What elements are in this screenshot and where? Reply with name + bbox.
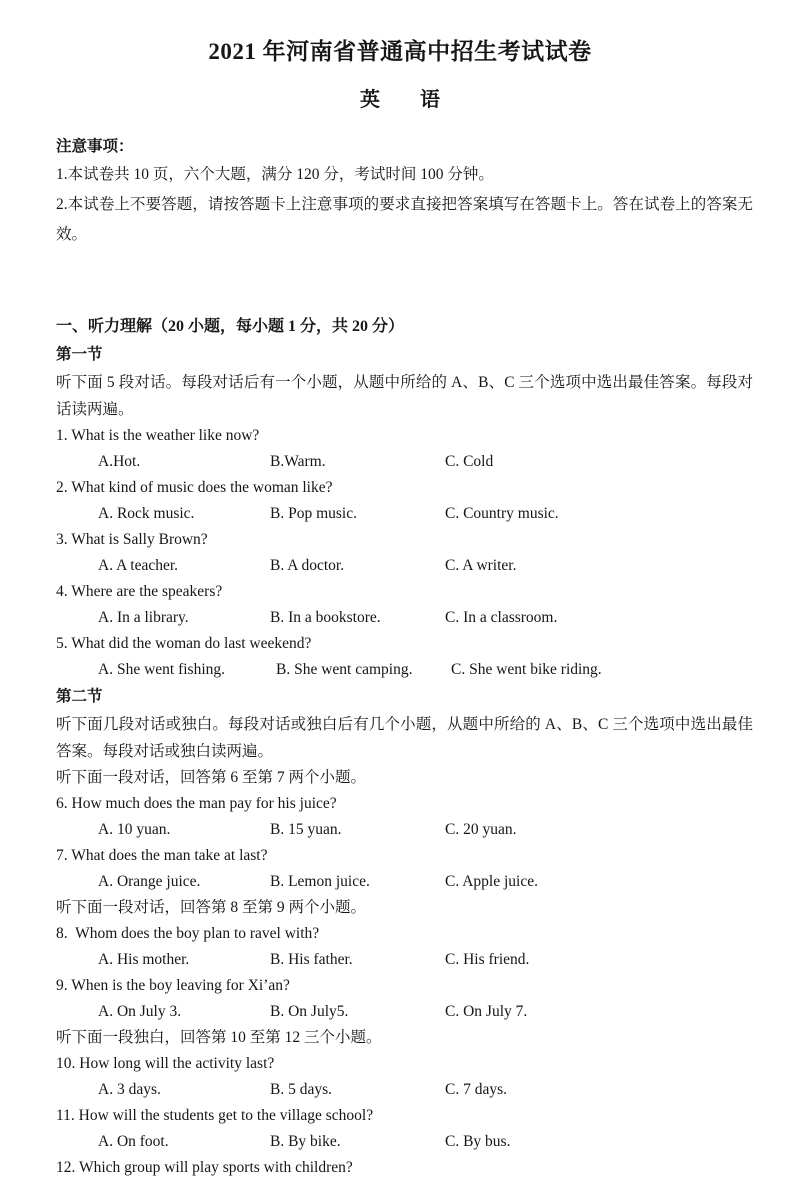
question-options-3 bbox=[56, 553, 753, 579]
option-5-b[interactable]: B. She went camping. bbox=[276, 660, 413, 678]
question-options-10 bbox=[56, 1077, 753, 1103]
question-options-6 bbox=[56, 817, 753, 843]
option-2-b[interactable]: B. Pop music. bbox=[270, 504, 357, 522]
option-9-b[interactable]: B. On July5. bbox=[270, 1002, 349, 1020]
option-8-a[interactable]: A. His mother. bbox=[98, 950, 190, 968]
sub-instruction-8-9: 听下面一段对话，回答第 8 至第 9 两个小题。 bbox=[56, 898, 367, 916]
option-1-b[interactable]: B.Warm. bbox=[270, 452, 326, 470]
option-10-a[interactable]: A. 3 days. bbox=[98, 1080, 161, 1098]
part-heading-two: 第二节 bbox=[56, 687, 103, 705]
option-7-b[interactable]: B. Lemon juice. bbox=[270, 872, 370, 890]
option-5-a[interactable]: A. She went fishing. bbox=[98, 660, 226, 678]
question-stem-7: 7. What does the man take at last? bbox=[56, 846, 268, 864]
question-options-1 bbox=[56, 449, 753, 475]
option-6-c[interactable]: C. 20 yuan. bbox=[445, 820, 517, 838]
question-options-9 bbox=[56, 999, 753, 1025]
question-options-7 bbox=[56, 869, 753, 895]
question-stem-5: 5. What did the woman do last weekend? bbox=[56, 634, 312, 652]
option-8-c[interactable]: C. His friend. bbox=[445, 950, 530, 968]
option-4-b[interactable]: B. In a bookstore. bbox=[270, 608, 381, 626]
notice-line-2: 2.本试卷上不要答题，请按答题卡上注意事项的要求直接把答案填写在答题卡上。答在试卷上的答案无效。 bbox=[56, 195, 753, 243]
question-options-4 bbox=[56, 605, 753, 631]
question-options-2 bbox=[56, 501, 753, 527]
option-3-b[interactable]: B. A doctor. bbox=[270, 556, 345, 574]
question-stem-1: 1. What is the weather like now? bbox=[56, 426, 260, 444]
option-4-c[interactable]: C. In a classroom. bbox=[445, 608, 558, 626]
page-title: 2021 年河南省普通高中招生考试试卷 bbox=[208, 39, 592, 64]
option-9-a[interactable]: A. On July 3. bbox=[98, 1002, 182, 1020]
question-stem-8: 8. Whom does the boy plan to ravel with? bbox=[56, 924, 320, 942]
sub-instruction-10-12: 听下面一段独白，回答第 10 至第 12 三个小题。 bbox=[56, 1028, 382, 1046]
part-two-instruction: 听下面几段对话或独白。每段对话或独白后有几个小题，从题中所给的 A、B、C 三个选项中选出最佳答案。每段对话或独白读两遍。 bbox=[56, 715, 753, 760]
option-1-a[interactable]: A.Hot. bbox=[98, 452, 141, 470]
option-7-a[interactable]: A. Orange juice. bbox=[98, 872, 201, 890]
question-stem-10: 10. How long will the activity last? bbox=[56, 1054, 275, 1072]
option-11-a[interactable]: A. On foot. bbox=[98, 1132, 169, 1150]
option-9-c[interactable]: C. On July 7. bbox=[445, 1002, 528, 1020]
option-11-c[interactable]: C. By bus. bbox=[445, 1132, 511, 1150]
question-stem-12: 12. Which group will play sports with children? bbox=[56, 1158, 353, 1176]
question-stem-2: 2. What kind of music does the woman like? bbox=[56, 478, 333, 496]
question-stem-3: 3. What is Sally Brown? bbox=[56, 530, 208, 548]
question-options-11 bbox=[56, 1129, 753, 1155]
notice-line-1: 1.本试卷共 10 页，六个大题，满分 120 分，考试时间 100 分钟。 bbox=[56, 165, 494, 183]
option-11-b[interactable]: B. By bike. bbox=[270, 1132, 341, 1150]
question-stem-9: 9. When is the boy leaving for Xi’an? bbox=[56, 976, 290, 994]
question-options-8 bbox=[56, 947, 753, 973]
question-stem-4: 4. Where are the speakers? bbox=[56, 582, 223, 600]
notice-heading: 注意事项： bbox=[56, 137, 134, 155]
option-3-a[interactable]: A. A teacher. bbox=[98, 556, 179, 574]
option-10-c[interactable]: C. 7 days. bbox=[445, 1080, 507, 1098]
option-4-a[interactable]: A. In a library. bbox=[98, 608, 189, 626]
option-1-c[interactable]: C. Cold bbox=[445, 452, 494, 470]
option-7-c[interactable]: C. Apple juice. bbox=[445, 872, 538, 890]
option-8-b[interactable]: B. His father. bbox=[270, 950, 353, 968]
question-options-5 bbox=[56, 657, 753, 683]
option-5-c[interactable]: C. She went bike riding. bbox=[451, 660, 602, 678]
section-spacer bbox=[56, 250, 753, 312]
page-subtitle: 英 语 bbox=[360, 88, 450, 111]
question-stem-6: 6. How much does the man pay for his juice? bbox=[56, 794, 337, 812]
option-2-c[interactable]: C. Country music. bbox=[445, 504, 559, 522]
part-heading-one: 第一节 bbox=[56, 345, 103, 363]
document-body bbox=[0, 134, 800, 1181]
option-6-b[interactable]: B. 15 yuan. bbox=[270, 820, 342, 838]
section-heading-listening: 一、听力理解（20 小题，每小题 1 分，共 20 分） bbox=[56, 317, 405, 335]
option-10-b[interactable]: B. 5 days. bbox=[270, 1080, 332, 1098]
option-6-a[interactable]: A. 10 yuan. bbox=[98, 820, 171, 838]
option-3-c[interactable]: C. A writer. bbox=[445, 556, 517, 574]
option-2-a[interactable]: A. Rock music. bbox=[98, 504, 195, 522]
question-stem-11: 11. How will the students get to the village school? bbox=[56, 1106, 374, 1124]
part-one-instruction: 听下面 5 段对话。每段对话后有一个小题，从题中所给的 A、B、C 三个选项中选出最佳答案。每段对话读两遍。 bbox=[56, 373, 753, 418]
sub-instruction-6-7: 听下面一段对话，回答第 6 至第 7 两个小题。 bbox=[56, 768, 367, 786]
